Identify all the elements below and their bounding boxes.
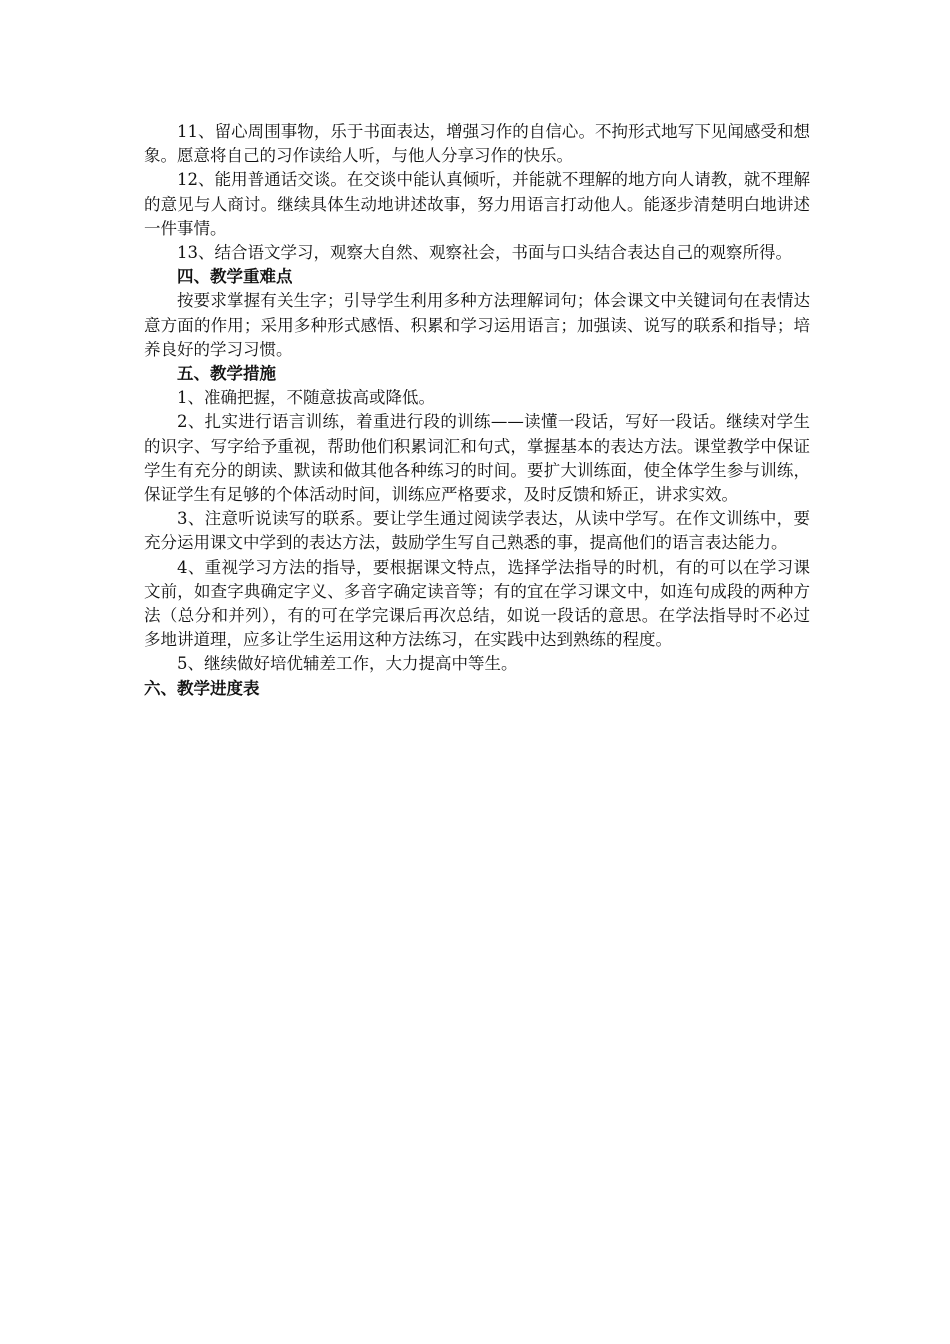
section-heading-key-points: 四、教学重难点 <box>177 267 293 287</box>
goal-paragraph-13: 13、结合语文学习，观察大自然、观察社会，书面与口头结合表达自己的观察所得。 <box>177 243 792 263</box>
goal-paragraph-12: 12、能用普通话交谈。在交谈中能认真倾听，并能就不理解的地方向人请教，就不理解的意见与人商讨。继续具体生动地讲述故事，努力用语言打动他人。能逐步清楚明白地讲述一件事情。 <box>144 170 810 238</box>
document-body <box>144 120 810 701</box>
measure-item-1: 1、准确把握，不随意拔高或降低。 <box>177 388 435 408</box>
measure-item-5: 5、继续做好培优辅差工作，大力提高中等生。 <box>177 654 518 674</box>
measure-item-2: 2、扎实进行语言训练，着重进行段的训练——读懂一段话，写好一段话。继续对学生的识字、写字给予重视，帮助他们积累词汇和句式，掌握基本的表达方法。课堂教学中保证学生有充分的朗读、默读和做其他各种练习的时间。要扩大训练面，使全体学生参与训练，保证学生有足够的个体活动时间，训练应严格要求，及时反馈和矫正，讲求实效。 <box>144 412 810 505</box>
goal-paragraph-11: 11、留心周围事物，乐于书面表达，增强习作的自信心。不拘形式地写下见闻感受和想象。愿意将自己的习作读给人听，与他人分享习作的快乐。 <box>144 122 810 166</box>
measure-item-3: 3、注意听说读写的联系。要让学生通过阅读学表达，从读中学写。在作文训练中，要充分运用课文中学到的表达方法，鼓励学生写自己熟悉的事，提高他们的语言表达能力。 <box>144 509 810 553</box>
section-heading-schedule: 六、教学进度表 <box>144 678 260 698</box>
measure-item-4: 4、重视学习方法的指导，要根据课文特点，选择学法指导的时机，有的可以在学习课文前，如查字典确定字义、多音字确定读音等；有的宜在学习课文中，如连句成段的两种方法（总分和并列），有的可在学完课后再次总结，如说一段话的意思。在学法指导时不必过多地讲道理，应多让学生运用这种方法练习，在实践中达到熟练的程度。 <box>144 557 810 650</box>
section-heading-measures: 五、教学措施 <box>177 364 276 384</box>
key-points-paragraph: 按要求掌握有关生字；引导学生利用多种方法理解词句；体会课文中关键词句在表情达意方面的作用；采用多种形式感悟、积累和学习运用语言；加强读、说写的联系和指导；培养良好的学习习惯。 <box>144 291 810 359</box>
